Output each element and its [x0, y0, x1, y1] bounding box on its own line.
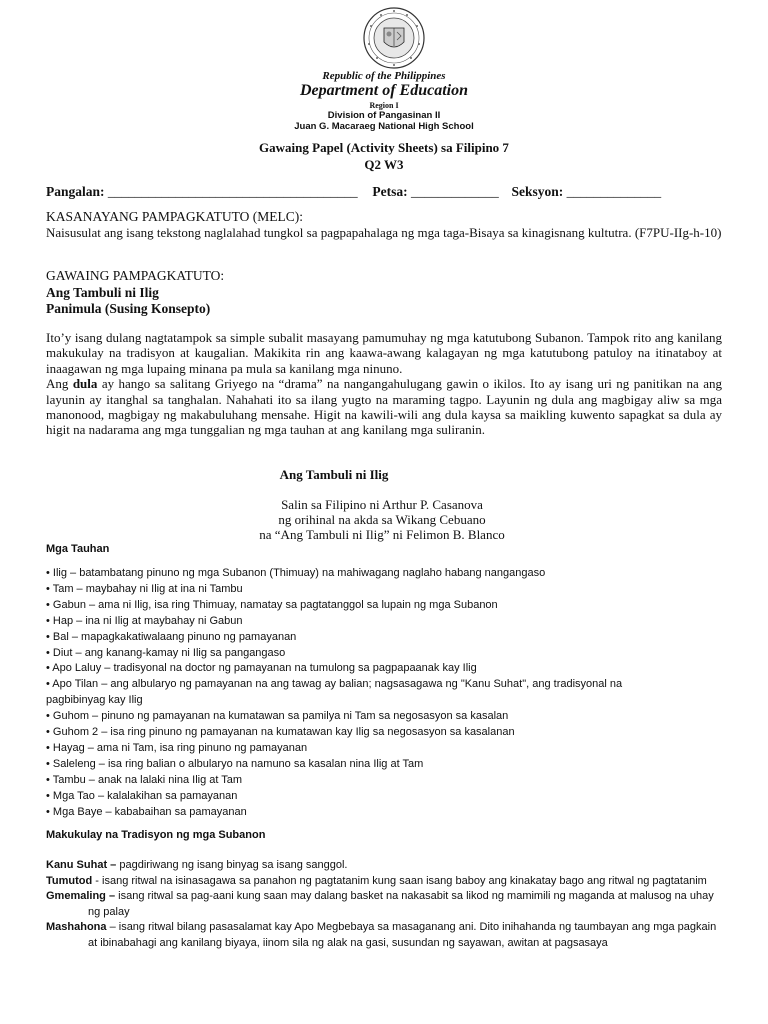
story-credit-2: ng orihinal na akda sa Wikang Cebuano [278, 512, 486, 527]
list-item: • Apo Tilan – ang albularyo ng pamayanan na ang tawag ay balian; nagsasagawa ng "Kanu Suhat", ang tradisyonal na [46, 678, 623, 691]
melc-text: Naisusulat ang isang tekstong naglalahad tungkol sa pagpapahalaga ng mga taga-Bisaya sa kinagisnang kultutra. (F7PU-IIg-h-10) [46, 225, 722, 240]
date-field[interactable]: _____________ [411, 184, 499, 199]
list-item: • Tam – maybahay ni Ilig at ina ni Tambu [46, 582, 243, 595]
story-credit-3: na “Ang Tambuli ni Ilig” ni Felimon B. Blanco [259, 527, 505, 542]
tradition-def: – isang ritwal bilang pasasalamat kay Apo Megbebaya sa masaganang ani. Dito inihahanda ng taumbayan ang mga pagkain at ibinabahagi ang kanilang biyaya, iinom sila ng alak na gasi, susundan ng sayawan, awitan at pagsasaya [88, 921, 717, 949]
traditions-list [46, 858, 720, 951]
activity-intro-heading: Panimula (Susing Konsepto) [46, 301, 211, 316]
traditions-heading: Makukulay na Tradisyon ng mga Subanon [46, 829, 266, 841]
sheet-title: Gawaing Papel (Activity Sheets) sa Filipino 7 [259, 140, 509, 155]
list-item: • Diut – ang kanang-kamay ni Ilig sa pangangaso [46, 646, 286, 659]
characters-heading: Mga Tauhan [46, 543, 110, 555]
name-field[interactable]: _____________________________________ [107, 184, 358, 199]
para2-start: Ang [46, 376, 73, 392]
list-item: • Mga Baye – kababaihan sa pamayanan [46, 805, 247, 818]
tradition-def: - isang ritwal na isinasagawa sa panahon ng pagtatanim kung saan isang baboy ang kinakatay bago ang ritwal ng pagtatanim [92, 874, 707, 887]
tradition-def: isang ritwal sa pag-aani kung saan may dalang basket na nakasabit sa likod ng mamimili ng maganda at malusog na uhay ng palay [88, 890, 714, 918]
tradition-item [46, 920, 720, 951]
characters-list [46, 566, 726, 821]
tradition-term: Kanu Suhat – [46, 859, 117, 871]
section-label: Seksyon: [511, 184, 564, 199]
tradition-term: Mashahona [46, 921, 107, 933]
melc-heading: KASANAYANG PAMPAGKATUTO (MELC): [46, 209, 304, 224]
section-field[interactable]: ______________ [566, 184, 662, 199]
tradition-term: Gmemaling – [46, 890, 116, 902]
dula-term: dula [72, 376, 98, 392]
tradition-term: Tumutod [46, 874, 93, 887]
para2-rest: ay hango sa salitang Griyego na “drama” na nangangahulugang gawin o ikilos. Ito ay isang uri ng panitikan na ang layunin ay itanghal sa tanghalan. Nahahati ito sa ilang yugto na maraming tagpo. Layunin ng dula ang magbigay aliw sa mga manonood, magbigay ng makabuluhang mensahe. Higit na kawili-wili ang dula kaysa sa maikling kuwento sapagkat sa dula ay higit na nadarama ang mga tunggalian ng mga tauhan at ang kanilang mga suliranin. [46, 376, 722, 438]
list-item: • Hayag – ama ni Tam, isa ring pinuno ng pamayanan [46, 741, 308, 754]
activity-subtitle: Ang Tambuli ni Ilig [46, 285, 159, 300]
list-item: • Tambu – anak na lalaki nina Ilig at Tam [46, 773, 243, 786]
intro-paragraphs [46, 330, 722, 438]
tradition-item [46, 874, 720, 890]
deped-seal-icon [351, 6, 437, 70]
list-item: • Ilig – batambatang pinuno ng mga Subanon (Thimuay) na mahiwagang naglaho habang nangangaso [46, 567, 546, 579]
intro-paragraph-2 [46, 376, 722, 438]
list-item: • Mga Tao – kalalakihan sa pamayanan [46, 789, 238, 802]
list-item: • Gabun – ama ni Ilig, isa ring Thimuay, namatay sa pagtatanggol sa lupain ng mga Subanon [46, 598, 498, 611]
department-label: Department of Education [299, 82, 468, 99]
list-item: • Guhom – pinuno ng pamayanan na kumatawan sa pamilya ni Tam sa negosasyon sa kasalan [46, 710, 509, 723]
division-label: Division of Pangasinan II [327, 110, 441, 121]
intro-paragraph-1: Ito’y isang dulang nagtatampok sa simple subalit masayang pamumuhay ng mga katutubong Subanon. Tampok rito ang kanilang makukulay na tradisyon at kaugalian. Makikita rin ang kaawa-awang kalagayan ng mga katutubong patuloy na itinataboy at inaagawan ng mga lupaing minana pa mula sa kanilang mga ninuno. [46, 330, 722, 376]
list-item: • Bal – mapagkakatiwalaang pinuno ng pamayanan [46, 630, 297, 643]
list-item: • Hap – ina ni Ilig at maybahay ni Gabun [46, 614, 243, 627]
tradition-item [46, 889, 720, 920]
tradition-def: pagdiriwang ng isang binyag sa isang sanggol. [116, 859, 348, 871]
activity-heading: GAWAING PAMPAGKATUTO: [46, 268, 225, 283]
list-item: • Apo Laluy – tradisyonal na doctor ng pamayanan na tumulong sa pagpapaanak kay Ilig [46, 662, 477, 675]
story-credit-1: Salin sa Filipino ni Arthur P. Casanova [281, 497, 483, 512]
list-item: • Saleleng – isa ring balian o albularyo na namuno sa kasalan nina Ilig at Tam [46, 757, 424, 770]
week-label: Q2 W3 [364, 157, 404, 172]
tradition-item [46, 858, 720, 874]
date-label: Petsa: [372, 184, 408, 199]
list-item: • Guhom 2 – isa ring pinuno ng pamayanan na kumatawan kay Ilig sa negosasyon sa kasalanan [46, 726, 515, 739]
list-item: pagbibinyag kay Ilig [46, 694, 143, 707]
republic-label: Republic of the Philippines [322, 70, 446, 82]
school-label: Juan G. Macaraeg National High School [294, 121, 474, 132]
student-fields-row [46, 184, 661, 200]
story-title: Ang Tambuli ni Ilig [279, 467, 389, 482]
name-label: Pangalan: [46, 184, 105, 199]
region-label: Region I [369, 101, 399, 110]
